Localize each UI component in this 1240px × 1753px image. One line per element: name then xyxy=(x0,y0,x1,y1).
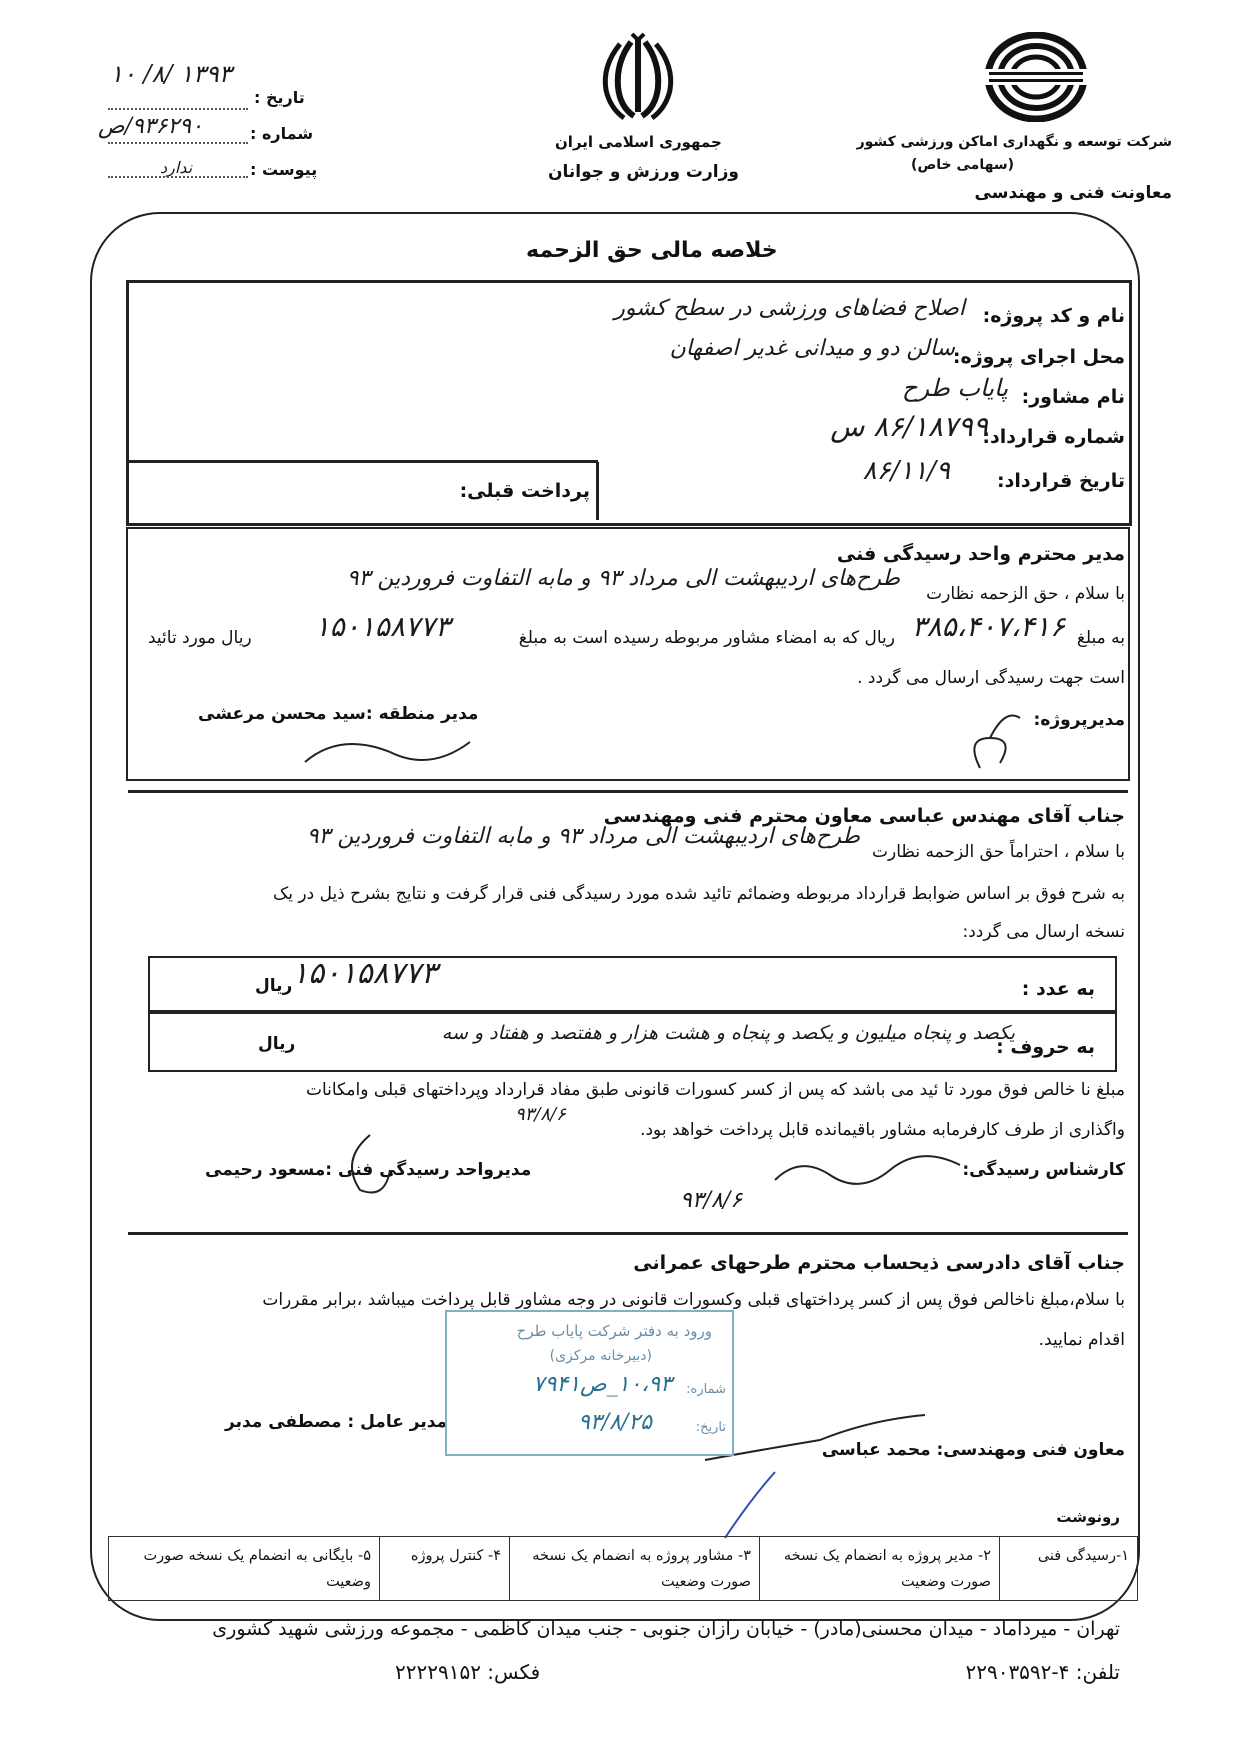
stamp-number-value: ۱۰،۹۳_ص۷۹۴۱ xyxy=(532,1372,672,1397)
section2-heading: جناب آقای مهندس عباسی معاون محترم فنی ومهندسی xyxy=(603,805,1125,827)
deputy-signature-line: معاون فنی ومهندسی: محمد عباسی xyxy=(821,1440,1125,1460)
project-location-label: محل اجرای پروژه: xyxy=(952,346,1125,368)
project-location-value: سالن دو و میدانی غدیر اصفهان xyxy=(669,336,955,361)
government-name: جمهوری اسلامی ایران xyxy=(555,133,722,151)
stamp-date-label: تاریخ: xyxy=(695,1420,726,1435)
iran-emblem xyxy=(598,32,678,124)
reviewer-label: کارشناس رسیدگی: xyxy=(962,1160,1125,1180)
section2-line1-text: با سلام ، احتراماً حق الزحمه نظارت xyxy=(872,842,1125,862)
department-name: معاونت فنی و مهندسی xyxy=(974,183,1172,203)
previous-payment-label: پرداخت قبلی: xyxy=(459,480,590,502)
section1-line1-handwritten: طرح‌های اردیبهشت الی مرداد ۹۳ و مابه التفاوت فروردین ۹۳ xyxy=(346,566,900,591)
attachment-label: پیوست : xyxy=(250,160,318,179)
stamp-date-value: ۹۳/۸/۲۵ xyxy=(578,1410,652,1435)
amount-approved: ۱۵۰۱۵۸۷۷۳ xyxy=(314,610,450,643)
document-title: خلاصه مالی حق الزحمه xyxy=(526,238,778,263)
contract-number-label: شماره قرارداد: xyxy=(982,426,1125,448)
cc-table xyxy=(108,1536,1138,1601)
contract-number-value: ۸۶/۱۸۷۹۹ س xyxy=(830,410,988,443)
cc-item: ۳- مشاور پروژه به انضمام یک نسخه صورت وضعیت xyxy=(509,1537,759,1600)
section1-line2-label: به مبلغ xyxy=(1076,628,1125,648)
side-date: ۹۳/۸/۶ xyxy=(515,1104,566,1125)
region-manager: مدیر منطقه :سید محسن مرعشی xyxy=(198,704,479,724)
number-label: شماره : xyxy=(250,124,314,143)
amount-digits-value: ۱۵۰۱۵۸۷۷۳ xyxy=(292,956,438,991)
consultant-label: نام مشاور: xyxy=(1021,386,1125,408)
section2-line3: نسخه ارسال می گردد: xyxy=(962,922,1125,942)
review-date: ۹۳/۸/۶ xyxy=(680,1188,743,1213)
section3-heading: جناب آقای دادرسی ذیحساب محترم طرحهای عمرانی xyxy=(633,1252,1125,1274)
contract-date-label: تاریخ قرارداد: xyxy=(997,470,1125,492)
footer-fax: فکس: ۲۲۲۲۹۱۵۲ xyxy=(395,1660,541,1684)
section1-line1-text: با سلام ، حق الزحمه نظارت xyxy=(926,584,1125,604)
footer-phone: تلفن: ۴-۲۲۹۰۳۵۹۲ xyxy=(965,1660,1120,1684)
consultant-value: پایاب طرح xyxy=(901,374,1008,402)
section1-line3: است جهت رسیدگی ارسال می گردد . xyxy=(857,668,1125,688)
cc-item: ۱-رسیدگی فنی xyxy=(999,1537,1137,1600)
amount-claimed: ۳۸۵،۴۰۷،۴۱۶ xyxy=(911,610,1065,643)
emblem-icon xyxy=(598,32,678,124)
pen-mark xyxy=(720,1470,780,1544)
stamp-line2: (دبیرخانه مرکزی) xyxy=(549,1348,652,1364)
receipt-stamp xyxy=(445,1310,734,1456)
section1-line2-post: ریال مورد تائید xyxy=(148,628,252,648)
amount-digits-rial: ریال xyxy=(255,976,293,996)
project-name-label: نام و کد پروژه: xyxy=(982,305,1125,327)
section1-heading: مدیر محترم واحد رسیدگی فنی xyxy=(836,543,1125,565)
stamp-number-label: شماره: xyxy=(686,1382,726,1397)
review-manager-signature xyxy=(330,1130,410,1204)
ministry-name: وزارت ورزش و جوانان xyxy=(548,162,739,182)
section2-line1-handwritten: طرح‌های اردیبهشت الی مرداد ۹۳ و مابه التفاوت فروردین ۹۳ xyxy=(306,824,860,849)
deputy-signature xyxy=(700,1410,930,1474)
net-amount-line1: مبلغ نا خالص فوق مورد تا ئید می باشد که پس از کسر کسورات قانونی طبق مفاد قرارداد وپرداختهای قبلی وامکانات xyxy=(305,1080,1125,1100)
section1-line2-mid: ریال که به امضاء مشاور مربوطه رسیده است به مبلغ xyxy=(518,628,895,648)
number-value: ۹۳۶۲۹۰/ص xyxy=(98,114,203,139)
section3-line2: اقدام نمایید. xyxy=(1038,1330,1125,1350)
review-manager: مدیرواحد رسیدگی فنی :مسعود رحیمی xyxy=(205,1160,532,1180)
amount-words-label: به حروف : xyxy=(996,1036,1095,1058)
company-name: شرکت توسعه و نگهداری اماکن ورزشی کشور xyxy=(856,134,1172,150)
reviewer-signature xyxy=(770,1150,970,1194)
amount-digits-label: به عدد : xyxy=(1021,978,1095,1000)
company-logo xyxy=(985,32,1087,122)
stamp-line1: ورود به دفتر شرکت پایاب طرح xyxy=(516,1322,712,1340)
project-manager-label: مدیرپروژه: xyxy=(1033,710,1125,730)
net-amount-line2: واگذاری از طرف کارفرمابه مشاور باقیمانده قابل پرداخت خواهد بود. xyxy=(640,1120,1125,1140)
cc-item: ۴- کنترل پروژه xyxy=(379,1537,509,1600)
amount-words-rial: ریال xyxy=(258,1034,296,1054)
company-type: (سهامی خاص) xyxy=(911,157,1014,173)
date-label: تاریخ : xyxy=(254,88,305,107)
project-name-value: اصلاح فضاهای ورزشی در سطح کشور xyxy=(614,296,965,321)
date-value: ۱۳۹۳ /۸/ ۱۰ xyxy=(110,60,232,88)
footer-address: تهران - میرداماد - میدان محسنی(مادر) - خیابان رازان جنوبی - جنب میدان کاظمی - مجموعه ورزشی شهید کشوری xyxy=(212,1618,1120,1640)
company-logo-icon xyxy=(985,32,1087,122)
project-manager-signature xyxy=(960,708,1040,782)
section2-line2: به شرح فوق بر اساس ضوابط قرارداد مربوطه وضمائم تائید شده مورد رسیدگی فنی قرار گرفت و نتایج بشرح ذیل در یک xyxy=(273,884,1125,904)
amount-words-value: یکصد و پنجاه میلیون و یکصد و پنجاه و هشت هزار و هفتصد و هفتاد و سه xyxy=(441,1022,1015,1044)
cc-heading: رونوشت xyxy=(1056,1508,1120,1526)
attachment-value: ندارد xyxy=(160,158,193,177)
region-manager-signature xyxy=(300,722,480,796)
cc-item: ۵- بایگانی به انضمام یک نسخه صورت وضعیت xyxy=(143,1548,371,1590)
section3-line1: با سلام،مبلغ ناخالص فوق پس از کسر پرداختهای قبلی وکسورات قانونی در وجه مشاور قابل پرداخت میباشد ،برابر مقررات xyxy=(262,1290,1125,1310)
contract-date-value: ۸۶/۱۱/۹ xyxy=(862,456,950,486)
cc-item: ۲- مدیر پروژه به انضمام یک نسخه صورت وضعیت xyxy=(759,1537,999,1600)
ceo-name: مدیر عامل : مصطفی مدبر xyxy=(225,1412,448,1432)
